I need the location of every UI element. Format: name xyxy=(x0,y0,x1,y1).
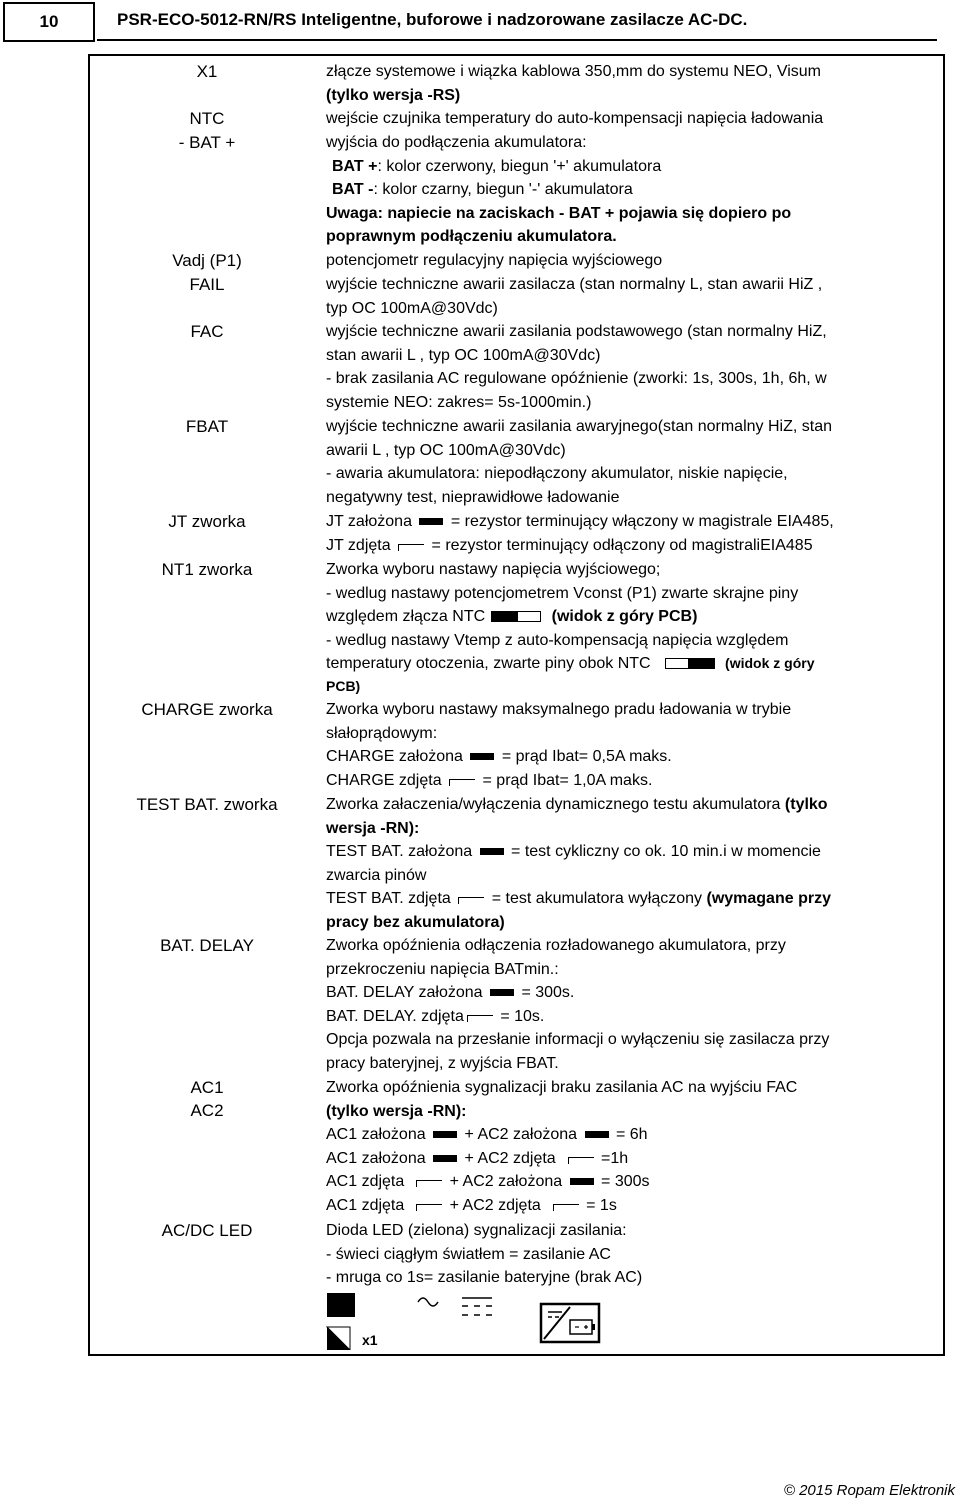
desc-ac-line1: Zworka opóźnienia sygnalizacji braku zasilania AC na wyjściu FAC xyxy=(326,1079,798,1096)
testbat-off-text: TEST BAT. zdjęta xyxy=(326,890,451,907)
document-title: PSR-ECO-5012-RN/RS Inteligentne, buforowe i nadzorowane zasilacze AC-DC. xyxy=(117,10,748,29)
desc-fac-line1: wyjście techniczne awarii zasilania podstawowego (stan normalny HiZ, xyxy=(326,323,827,340)
bat-warning-line2: poprawnym podłączeniu akumulatora. xyxy=(326,228,617,245)
label-nt1: NT1 zworka xyxy=(161,560,253,579)
desc-charge-line2: słałoprądowym: xyxy=(326,724,438,742)
jt-off-result: = rezystor terminujący odłączony od magistraliEIA485 xyxy=(431,536,813,554)
jumper-off-icon xyxy=(416,1204,442,1211)
desc-batdelay-line2: przekroczeniu napięcia BATmin.: xyxy=(326,960,559,978)
label-ntc: NTC xyxy=(189,109,225,128)
label-vadj: Vadj (P1) xyxy=(172,251,242,270)
batdelay-off-text: BAT. DELAY. zdjęta xyxy=(326,1007,464,1025)
desc-ac-line2: (tylko wersja -RN): xyxy=(326,1102,467,1120)
desc-batdelay xyxy=(326,934,829,1075)
desc-jt xyxy=(326,510,834,557)
label-x1: X1 xyxy=(196,62,218,81)
desc-bat-line1: wyjścia do podłączenia akumulatora: xyxy=(326,134,587,151)
desc-fac-line4: systemie NEO: zakres= 5s-1000min.) xyxy=(326,393,592,411)
bat-minus-text: : kolor czarny, biegun '-' akumulatora xyxy=(373,181,633,198)
page-number: 10 xyxy=(3,2,95,42)
desc-fbat-line4: negatywny test, nieprawidłowe ładowanie xyxy=(326,488,620,506)
ac-combo-3 xyxy=(326,1170,797,1194)
ac-combo-3-result: = 300s xyxy=(601,1173,650,1190)
jumper-ntc-pins-icon xyxy=(665,658,715,669)
ac-combo-4-result: = 1s xyxy=(586,1196,617,1214)
ac-combo-4-b: + AC2 zdjęta xyxy=(449,1196,541,1214)
jumper-on-icon xyxy=(433,1155,457,1162)
desc-led-line1: Dioda LED (zielona) sygnalizacji zasilania: xyxy=(326,1222,627,1239)
label-testbat: TEST BAT. zworka xyxy=(136,795,278,814)
ac-combo-3-b: + AC2 założona xyxy=(449,1173,563,1190)
jumper-outer-pins-icon xyxy=(491,611,541,622)
testbat-version-note: (tylko xyxy=(784,796,828,813)
desc-fac-line2: stan awarii L , typ OC 100mA@30Vdc) xyxy=(326,346,601,364)
jumper-off-icon xyxy=(458,897,484,904)
desc-fail-line1: wyjście techniczne awarii zasilacza (stan normalny L, stan awarii HiZ , xyxy=(326,276,823,293)
charge-on-result: = prąd Ibat= 0,5A maks. xyxy=(501,748,672,765)
desc-bat-plus xyxy=(332,155,791,179)
desc-batdelay-line6: pracy bateryjnej, z wyjścia FBAT. xyxy=(326,1054,559,1072)
ac-combo-1-a: AC1 założona xyxy=(326,1126,426,1143)
desc-batdelay-line5: Opcja pozwala na przesłanie informacji o wyłączeniu się zasilacza przy xyxy=(326,1031,830,1048)
desc-led-line3: - mruga co 1s= zasilanie bateryjne (brak AC) xyxy=(326,1269,643,1286)
dc-battery-icon xyxy=(541,1304,599,1342)
ac-combo-2-b: + AC2 zdjęta xyxy=(464,1149,556,1167)
ac-combo-3-a: AC1 zdjęta xyxy=(326,1173,405,1190)
label-fail: FAIL xyxy=(189,275,225,294)
label-fbat: FBAT xyxy=(185,417,229,436)
label-jt: JT zworka xyxy=(168,512,246,531)
charge-off-text: CHARGE zdjęta xyxy=(326,771,442,789)
desc-x1-line1: złącze systemowe i wiązka kablowa 350,mm do systemu NEO, Visum xyxy=(326,63,821,80)
desc-ac xyxy=(326,1076,797,1217)
batdelay-off-result: = 10s. xyxy=(500,1007,545,1025)
ac-combo-1-b: + AC2 założona xyxy=(464,1126,578,1143)
testbat-off-line xyxy=(326,887,831,911)
desc-fac-line3: - brak zasilania AC regulowane opóźnienie (zworki: 1s, 300s, 1h, 6h, w xyxy=(326,370,827,387)
charge-on-text: CHARGE założona xyxy=(326,748,463,765)
desc-nt1-line3 xyxy=(326,605,815,629)
label-led: AC/DC LED xyxy=(161,1221,253,1240)
ac-combo-2-result: =1h xyxy=(601,1149,629,1167)
bat-plus-text: : kolor czerwony, biegun '+' akumulatora xyxy=(377,157,662,175)
desc-led xyxy=(326,1219,642,1290)
desc-fbat-line1: wyjście techniczne awarii zasilania awaryjnego(stan normalny HiZ, stan xyxy=(326,418,832,435)
desc-testbat-line1 xyxy=(326,793,831,817)
ac-combo-4 xyxy=(326,1194,797,1218)
charge-off-result: = prąd Ibat= 1,0A maks. xyxy=(482,771,653,789)
jumper-off-icon xyxy=(568,1157,594,1164)
desc-fac xyxy=(326,320,827,414)
desc-vadj: potencjometr regulacyjny napięcia wyjściowego xyxy=(326,252,663,269)
desc-nt1-line2: - wedlug nastawy potencjometrem Vconst (P1) zwarte skrajne piny xyxy=(326,584,799,602)
label-bat: - BAT + xyxy=(178,133,236,152)
jumper-off-icon xyxy=(553,1204,579,1211)
desc-ntc: wejście czujnika temperatury do auto-kompensacji napięcia ładowania xyxy=(326,110,824,127)
desc-x1 xyxy=(326,60,821,107)
jumper-on-icon xyxy=(419,518,443,525)
label-batdelay: BAT. DELAY xyxy=(160,936,254,955)
label-ac2: AC2 xyxy=(190,1101,224,1120)
desc-testbat-line2: wersja -RN): xyxy=(326,819,420,837)
batdelay-on-result: = 300s. xyxy=(521,984,575,1001)
jumper-off-icon xyxy=(449,779,475,786)
jumper-on-icon xyxy=(570,1178,594,1185)
desc-charge xyxy=(326,698,791,792)
desc-x1-line2: (tylko wersja -RS) xyxy=(326,86,461,104)
testbat-on-text: TEST BAT. założona xyxy=(326,843,473,860)
desc-fbat-line2: awarii L , typ OC 100mA@30Vdc) xyxy=(326,441,566,459)
desc-testbat xyxy=(326,793,831,934)
desc-testbat-line4: zwarcia pinów xyxy=(326,866,427,884)
led-steady-icon xyxy=(327,1293,355,1317)
ac-combo-1 xyxy=(326,1123,797,1147)
jt-on-line xyxy=(326,510,834,534)
jt-on-text: JT założona xyxy=(326,513,412,530)
desc-nt1 xyxy=(326,558,815,696)
desc-nt1-line1: Zworka wyboru nastawy napięcia wyjściowego; xyxy=(326,561,661,578)
testbat-off-note: (wymagane przy xyxy=(706,890,831,907)
nt1-view-note2: (widok z góry xyxy=(725,655,815,671)
desc-nt1-line5 xyxy=(326,652,815,676)
desc-testbat-line6: pracy bez akumulatora) xyxy=(326,913,505,931)
jumper-on-icon xyxy=(480,848,504,855)
desc-bat-minus xyxy=(332,178,791,202)
testbat-on-line xyxy=(326,840,831,864)
jt-off-line xyxy=(326,534,834,558)
desc-bat xyxy=(326,131,791,249)
desc-fail-line2: typ OC 100mA@30Vdc) xyxy=(326,299,498,317)
desc-charge-line1: Zworka wyboru nastawy maksymalnego pradu ładowania w trybie xyxy=(326,701,792,718)
desc-fail xyxy=(326,273,822,320)
ac-dc-symbol-icon xyxy=(418,1298,492,1315)
ac-combo-4-a: AC1 zdjęta xyxy=(326,1196,405,1214)
jt-on-result: = rezystor terminujący włączony w magistrale EIA485, xyxy=(450,513,834,530)
batdelay-on-text: BAT. DELAY założona xyxy=(326,984,483,1001)
ac-combo-1-result: = 6h xyxy=(615,1126,648,1143)
jumper-off-icon xyxy=(467,1015,493,1022)
nt1-temp-text: temperatury otoczenia, zwarte piny obok NTC xyxy=(326,655,651,672)
label-charge: CHARGE zworka xyxy=(141,700,273,719)
testbat-on-result: = test cykliczny co ok. 10 min.i w momencie xyxy=(511,843,821,860)
ac-combo-2 xyxy=(326,1147,797,1171)
charge-on-line xyxy=(326,745,791,769)
desc-batdelay-line1: Zworka opóźnienia odłączenia rozładowanego akumulatora, przy xyxy=(326,937,786,954)
copyright-footer: © 2015 Ropam Elektronik xyxy=(783,1482,955,1499)
desc-led-line2: - świeci ciągłym światłem = zasilanie AC xyxy=(326,1245,611,1263)
bat-warning-line1: Uwaga: napiecie na zaciskach - BAT + pojawia się dopiero po xyxy=(326,204,792,222)
bat-plus-term: BAT + xyxy=(332,157,378,175)
x1-multiplier-label: x1 xyxy=(362,1332,378,1348)
desc-fbat xyxy=(326,415,832,509)
jumper-on-icon xyxy=(490,989,514,996)
charge-off-line xyxy=(326,769,791,793)
bat-minus-term: BAT - xyxy=(332,181,374,198)
label-ac xyxy=(92,1076,322,1122)
batdelay-on-line xyxy=(326,981,829,1005)
batdelay-off-line xyxy=(326,1005,829,1029)
jt-off-text: JT zdjęta xyxy=(326,536,391,554)
jumper-on-icon xyxy=(470,753,494,760)
testbat-off-result: = test akumulatora wyłączony xyxy=(491,890,703,907)
desc-nt1-line4: - wedlug nastawy Vtemp z auto-kompensacją napięcia względem xyxy=(326,631,789,649)
desc-fbat-line3: - awaria akumulatora: niepodłączony akumulator, niskie napięcie, xyxy=(326,465,788,482)
nt1-ntc-text: względem złącza NTC xyxy=(326,608,486,625)
label-ac1: AC1 xyxy=(190,1078,224,1097)
jumper-off-icon xyxy=(398,544,424,551)
jumper-on-icon xyxy=(585,1131,609,1138)
jumper-off-icon xyxy=(416,1180,442,1187)
page-header xyxy=(0,0,960,45)
ac-combo-2-a: AC1 założona xyxy=(326,1149,426,1167)
desc-nt1-line6: PCB) xyxy=(326,677,361,694)
jumper-on-icon xyxy=(433,1131,457,1138)
testbat-intro: Zworka załaczenia/wyłączenia dynamicznego testu akumulatora xyxy=(326,796,781,813)
header-rule xyxy=(97,39,937,41)
label-fac: FAC xyxy=(190,322,224,341)
nt1-view-note: (widok z góry PCB) xyxy=(551,608,698,625)
